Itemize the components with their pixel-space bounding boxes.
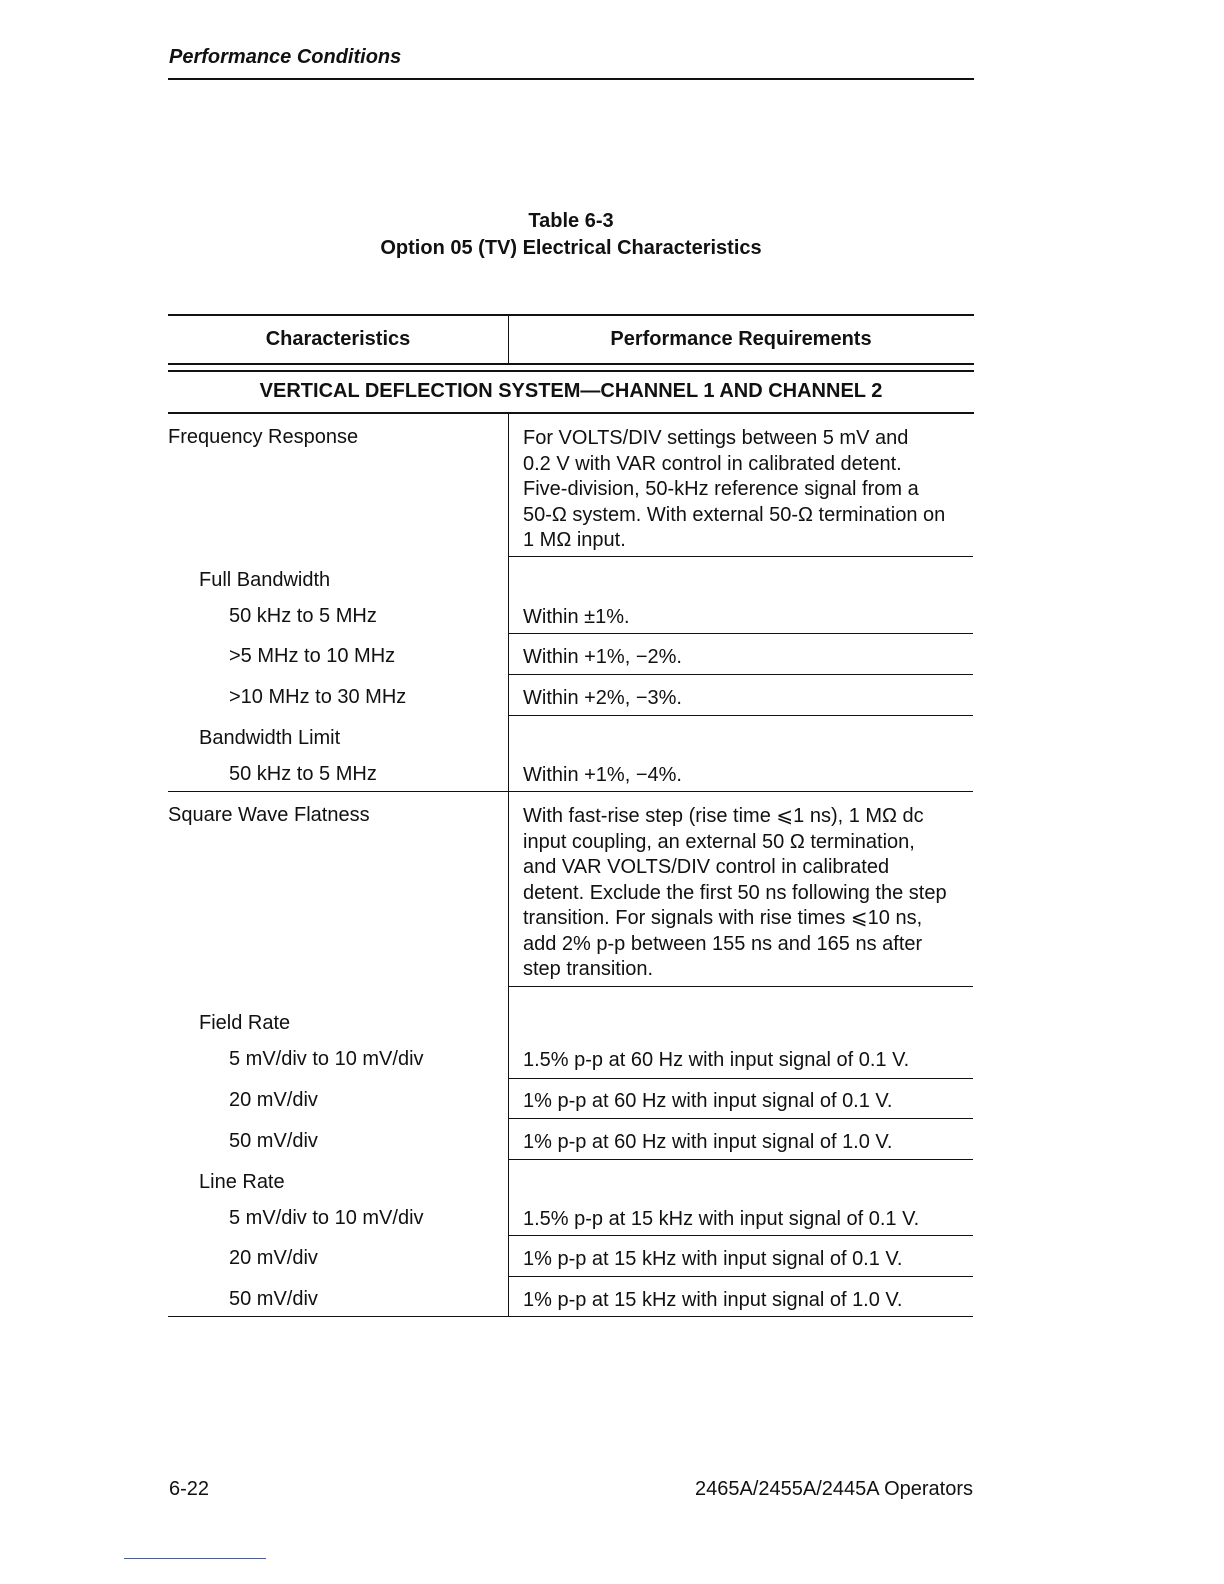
row-rule [508,715,973,716]
subheading-full-bandwidth: Full Bandwidth [199,569,331,591]
header-rule [168,78,974,80]
row-rule [508,1159,973,1160]
row-rule [508,633,973,634]
row-rule [508,1078,973,1079]
requirement-line: input coupling, an external 50 Ω termination, [523,830,915,853]
range-label: >5 MHz to 10 MHz [229,645,396,667]
range-value: 1% p-p at 60 Hz with input signal of 0.1 V. [523,1090,893,1112]
range-value: Within +1%, −2%. [523,646,682,668]
requirement-line: With fast-rise step (rise time ⩽1 ns), 1 MΩ dc [523,805,924,827]
range-value: 1.5% p-p at 60 Hz with input signal of 0.1 V. [523,1049,910,1071]
range-label: >10 MHz to 30 MHz [229,686,407,708]
table-title: Option 05 (TV) Electrical Characteristics [380,237,762,259]
requirement-line: Five-division, 50-kHz reference signal from a [523,478,919,500]
table-caption [169,208,973,262]
requirement-line: add 2% p-p between 155 ns and 165 ns after [523,932,923,955]
section-heading: VERTICAL DEFLECTION SYSTEM—CHANNEL 1 AND CHANNEL 2 [259,380,883,402]
range-value: Within +2%, −3%. [523,687,682,709]
characteristic-frequency-response: Frequency Response [168,426,359,448]
table-header-row [168,314,974,363]
manual-title: 2465A/2455A/2445A Operators [695,1478,973,1500]
row-rule [508,556,973,557]
row-rule [508,1276,973,1277]
requirement-line: 50-Ω system. With external 50-Ω termination on [523,503,946,526]
frequency-response-requirement [523,426,973,554]
range-value: 1.5% p-p at 15 kHz with input signal of 0.1 V. [523,1208,920,1230]
column-header-characteristics: Characteristics [265,328,411,350]
table-bottom-rule [168,1316,973,1317]
section-heading-row [168,372,974,414]
requirement-line: For VOLTS/DIV settings between 5 mV and [523,427,909,449]
requirement-line: transition. For signals with rise times ⩽10 ns, [523,907,923,929]
range-value: 1% p-p at 15 kHz with input signal of 1.0 V. [523,1289,903,1311]
row-rule [508,1118,973,1119]
requirement-line: 1 MΩ input. [523,529,626,551]
characteristics-table [168,314,974,1311]
characteristic-square-wave-flatness: Square Wave Flatness [168,804,370,826]
page-number: 6-22 [169,1478,210,1500]
page-edge-mark [124,1558,266,1559]
range-value: Within ±1%. [523,606,630,628]
subheading-line-rate: Line Rate [199,1171,285,1193]
requirement-line: and VAR VOLTS/DIV control in calibrated [523,856,890,878]
column-divider [508,414,509,1317]
range-label: 50 mV/div [229,1288,318,1310]
range-label: 20 mV/div [229,1247,318,1269]
requirement-line: detent. Exclude the first 50 ns following the step [523,881,947,904]
requirement-line: 0.2 V with VAR control in calibrated detent. [523,452,902,475]
row-rule [508,986,973,987]
header-double-rule [168,363,974,372]
row-rule [168,791,973,792]
range-label: 50 kHz to 5 MHz [229,763,377,785]
range-value: Within +1%, −4%. [523,764,682,786]
range-label: 5 mV/div to 10 mV/div [229,1048,424,1070]
requirement-line: step transition. [523,958,654,980]
column-header-requirements: Performance Requirements [610,328,872,350]
range-label: 50 mV/div [229,1130,318,1152]
range-label: 50 kHz to 5 MHz [229,605,377,627]
subheading-field-rate: Field Rate [199,1012,291,1034]
range-value: 1% p-p at 15 kHz with input signal of 0.1 V. [523,1248,903,1270]
range-label: 20 mV/div [229,1089,318,1111]
table-number: Table 6-3 [528,210,614,232]
range-value: 1% p-p at 60 Hz with input signal of 1.0 V. [523,1131,893,1153]
range-label: 5 mV/div to 10 mV/div [229,1207,424,1229]
square-wave-requirement [523,804,973,983]
row-rule [508,674,973,675]
subheading-bandwidth-limit: Bandwidth Limit [199,727,341,749]
running-head: Performance Conditions [169,46,402,68]
row-rule [508,1235,973,1236]
